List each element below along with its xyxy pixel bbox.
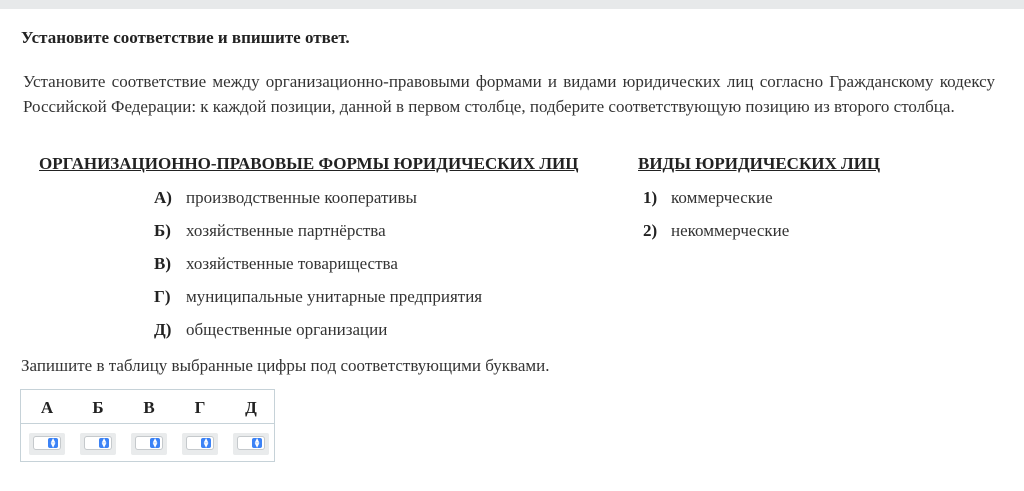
left-item-text: хозяйственные товарищества [186,254,398,273]
left-item-d [154,320,387,340]
answer-column-g: Г [194,398,206,417]
right-item-number: 1) [643,188,658,207]
select-field[interactable] [135,436,163,450]
chevron-up-down-icon: ▲ ▼ [48,438,58,448]
left-item-text: общественные организации [186,320,388,339]
answer-column-b: Б [92,398,104,417]
left-item-letter: Г) [154,287,171,306]
answer-instruction: Запишите в таблицу выбранные цифры под соответствующими буквами. [21,356,550,375]
left-item-g [154,287,482,307]
left-item-letter: А) [154,188,172,207]
top-bar [0,0,1024,9]
answer-column-v: В [143,398,155,417]
select-field[interactable] [33,436,61,450]
answer-select-d[interactable] [233,433,269,455]
answer-column-a: А [40,398,54,417]
right-item-text: коммерческие [671,188,773,207]
right-item-number: 2) [643,221,658,240]
table-divider [21,423,274,424]
left-item-text: хозяйственные партнёрства [186,221,386,240]
left-item-text: муниципальные унитарные предприятия [186,287,483,306]
left-item-letter: Д) [154,320,172,339]
right-item-2 [643,221,789,241]
right-item-1 [643,188,773,208]
chevron-up-down-icon: ▲ ▼ [150,438,160,448]
task-description: Установите соответствие между организационно-правовыми формами и видами юридических лиц согласно Гражданскому кодексу Российской Федерации: к каждой позиции, данной в первом столбце, подберите соответствующую позицию из второго столбца. [23,72,995,116]
left-item-text: производственные кооперативы [186,188,417,207]
answer-select-g[interactable] [182,433,218,455]
select-field[interactable] [84,436,112,450]
answer-select-v[interactable] [131,433,167,455]
answer-table [20,389,275,462]
task-heading: Установите соответствие и впишите ответ. [21,28,350,47]
chevron-up-down-icon: ▲ ▼ [252,438,262,448]
answer-column-d: Д [245,398,257,417]
left-item-a [154,188,417,208]
left-item-v [154,254,398,274]
chevron-up-down-icon: ▲ ▼ [99,438,109,448]
right-item-text: некоммерческие [671,221,790,240]
select-field[interactable] [186,436,214,450]
left-item-b [154,221,386,241]
left-column-header: ОРГАНИЗАЦИОННО-ПРАВОВЫЕ ФОРМЫ ЮРИДИЧЕСКИХ ЛИЦ [39,154,579,173]
right-column-header: ВИДЫ ЮРИДИЧЕСКИХ ЛИЦ [638,154,881,173]
chevron-up-down-icon: ▲ ▼ [201,438,211,448]
answer-select-b[interactable] [80,433,116,455]
answer-select-a[interactable] [29,433,65,455]
left-item-letter: Б) [154,221,171,240]
select-field[interactable] [237,436,265,450]
left-item-letter: В) [154,254,171,273]
